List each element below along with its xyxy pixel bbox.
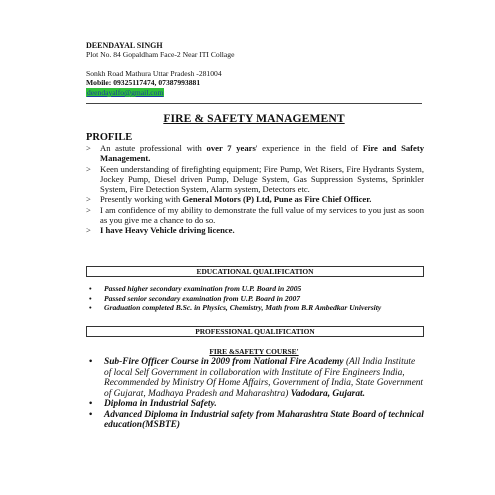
arrow-marker-icon: > bbox=[86, 204, 91, 215]
list-item bbox=[86, 164, 424, 195]
education-heading: EDUCATIONAL QUALIFICATION bbox=[86, 266, 424, 277]
list-item bbox=[86, 143, 424, 164]
header-divider bbox=[86, 103, 422, 104]
bullet-icon: • bbox=[89, 284, 92, 293]
arrow-marker-icon: > bbox=[86, 194, 91, 205]
list-item bbox=[86, 399, 424, 410]
list-item bbox=[86, 284, 424, 294]
list-item bbox=[86, 205, 424, 226]
contact-header bbox=[86, 41, 426, 97]
education-list bbox=[86, 284, 424, 313]
list-item bbox=[86, 357, 424, 399]
profile-text: An astute professional with bbox=[100, 143, 207, 153]
profile-list bbox=[86, 143, 424, 236]
licence-text: I have Heavy Vehicle driving licence. bbox=[100, 225, 235, 236]
bullet-icon: • bbox=[89, 399, 93, 409]
experience-years: over 7 years bbox=[206, 143, 256, 153]
mobile-numbers: Mobile: 09325117474, 07387993881 bbox=[86, 78, 201, 88]
list-item bbox=[86, 225, 424, 235]
profile-text: I am confidence of my ability to demonstrate the full value of my services to you just as soon as you give me a chance to do so. bbox=[100, 204, 424, 226]
course-title: Sub-Fire Officer Course in 2009 from National Fire Academy bbox=[104, 357, 346, 367]
course-details: (All India Institute of local Self Government in collaboration with Institute of Fire Engineers India, Recommended by Ministry Of Home Affairs, Government of India, State Government of Gujarat, Madhaya Pradesh and Maharashtra) bbox=[104, 357, 424, 399]
profile-field: Fire and Safety Management. bbox=[100, 143, 424, 164]
profile-text: ' experience in the field of bbox=[255, 143, 363, 153]
course-location: Vadodara, Gujarat. bbox=[290, 388, 365, 399]
arrow-marker-icon: > bbox=[86, 163, 91, 174]
applicant-name: DEENDAYAL SINGH bbox=[86, 41, 163, 50]
course-heading: FIRE &SAFETY COURSE' bbox=[209, 347, 299, 356]
profile-text: Presently working with bbox=[100, 194, 183, 205]
education-text: Passed higher secondary examination from U.P. Board in 2005 bbox=[104, 284, 302, 293]
bullet-icon: • bbox=[89, 409, 93, 420]
address-line-1: Plot No. 84 Gopaldham Face-2 Near ITI Collage bbox=[86, 50, 235, 60]
education-text: Passed senior secondary examination from U.P. Board in 2007 bbox=[104, 293, 301, 303]
arrow-marker-icon: > bbox=[86, 225, 91, 236]
education-text: Graduation completed B.Sc. in Physics, Chemistry, Math from B.R Ambedkar University bbox=[104, 303, 382, 313]
bullet-icon: • bbox=[89, 293, 92, 303]
course-title: Advanced Diploma in Industrial safety from Maharashtra State Board of technical education(MSBTE) bbox=[104, 409, 424, 430]
list-item bbox=[86, 303, 424, 313]
email-link[interactable]: deendayalfo@gmail.com bbox=[87, 87, 164, 97]
current-employer: General Motors (P) Ltd, Pune as Fire Chief Officer. bbox=[182, 194, 372, 205]
bullet-icon: • bbox=[89, 303, 92, 313]
professional-heading: PROFESSIONAL QUALIFICATION bbox=[86, 326, 424, 337]
arrow-marker-icon: > bbox=[86, 143, 91, 153]
profile-heading: PROFILE bbox=[86, 132, 133, 143]
professional-list bbox=[86, 357, 424, 431]
address-line-2: Sonkh Road Mathura Uttar Pradesh -281004 bbox=[86, 68, 222, 78]
list-item bbox=[86, 410, 424, 431]
course-title: Diploma in Industrial Safety. bbox=[104, 399, 217, 409]
spacer bbox=[86, 60, 426, 69]
bullet-icon: • bbox=[89, 357, 93, 367]
document-title: FIRE & SAFETY MANAGEMENT bbox=[163, 112, 345, 125]
list-item bbox=[86, 294, 424, 304]
list-item bbox=[86, 194, 424, 204]
profile-text: Keen understanding of firefighting equipment; Fire Pump, Wet Risers, Fire Hydrants System, Jockey Pump, Diesel driven Pump, Deluge System, Gas Suppression Systems, Sprinkler System, Fire Detection System, Alarm system, Detectors etc. bbox=[100, 163, 424, 195]
